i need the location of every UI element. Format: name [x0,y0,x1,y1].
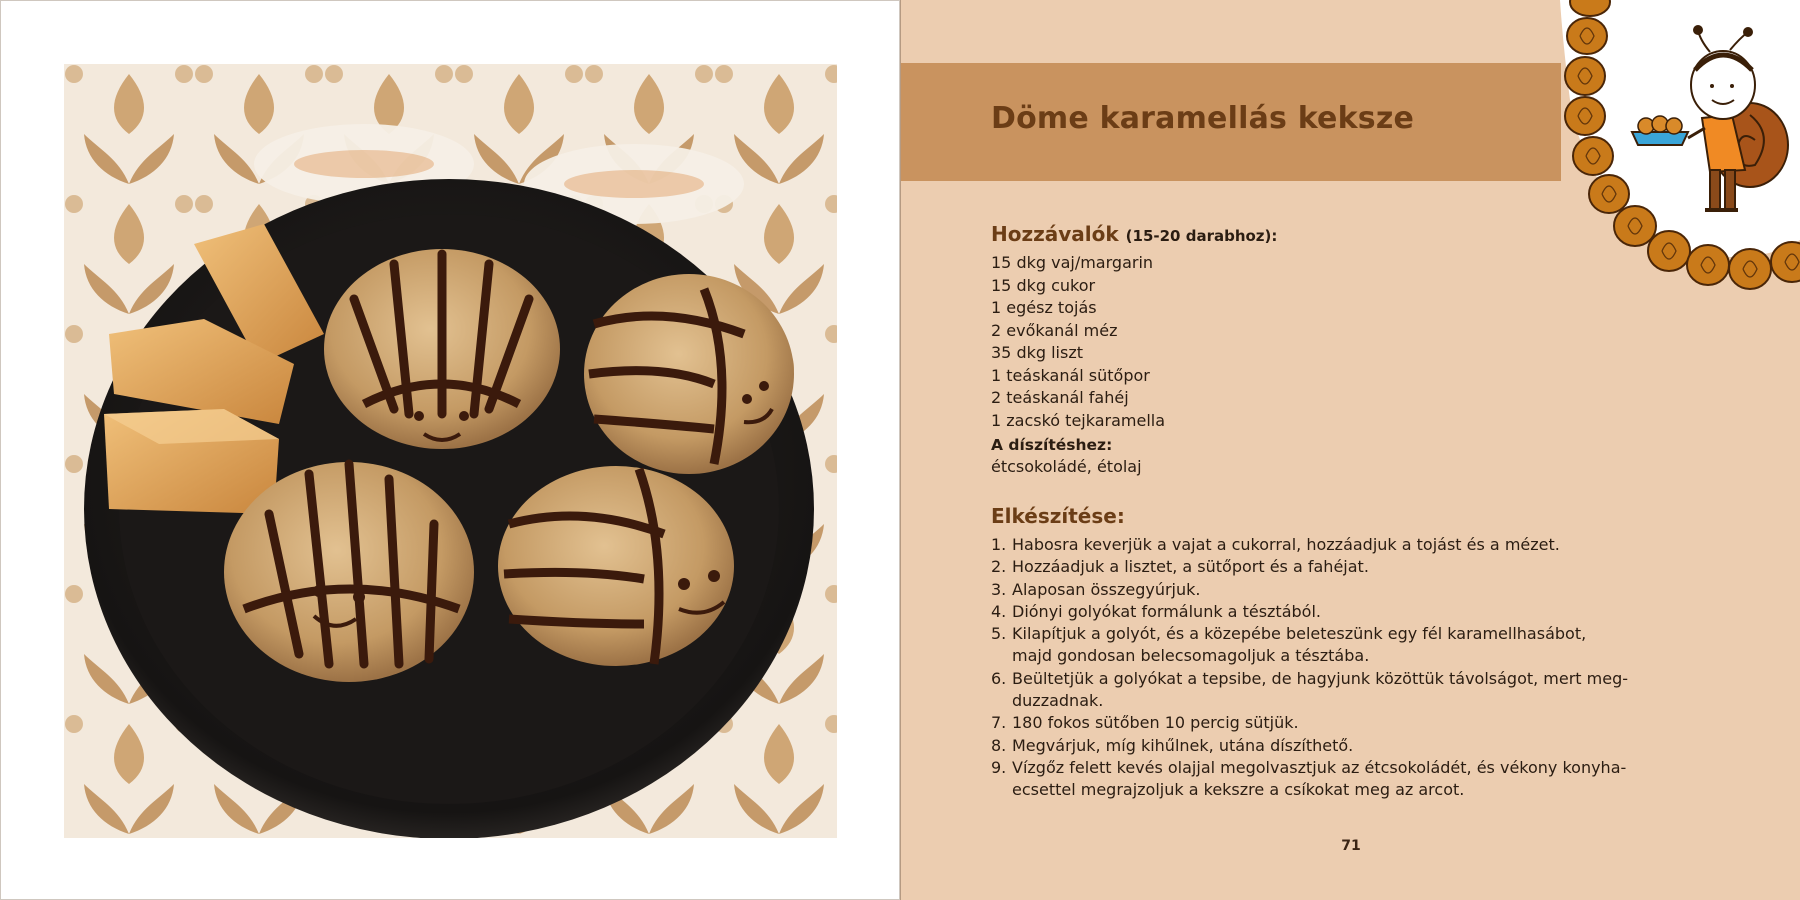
cookie-photo [64,64,837,838]
preparation-steps [991,534,1711,802]
step-number: 9. [991,757,1007,777]
cookie-4 [498,466,734,666]
ingredient-item: 35 dkg liszt [991,343,1084,362]
right-page [900,0,1800,900]
step-item [991,534,1711,556]
step-text: Kilapítjuk a golyót, és a közepébe beleteszünk egy fél karamellhasábot, majd gondosan belecsomagoljuk a tésztába. [1012,624,1587,666]
step-number: 2. [991,557,1007,577]
step-number: 5. [991,624,1007,644]
step-text: Habosra keverjük a vajat a cukorral, hozzáadjuk a tojást és a mézet. [1012,535,1560,554]
ingredients-portion-note: (15-20 darabhoz): [1125,227,1278,245]
step-number: 7. [991,713,1007,733]
recipe-title: Döme karamellás keksze [991,101,1415,136]
step-text: Hozzáadjuk a lisztet, a sütőport és a fahéjat. [1012,557,1369,577]
step-item [991,668,1711,713]
step-item [991,623,1711,668]
cookie-1 [324,249,560,449]
step-item [991,601,1711,623]
ingredient-item: 1 teáskanál sütőpor [991,365,1150,385]
page-number: 71 [1341,838,1361,854]
cookie-3 [224,462,474,682]
step-text: Alaposan összegyúrjuk. [1012,579,1201,599]
step-item [991,556,1711,578]
ingredients-heading [991,222,1711,246]
step-number: 4. [991,601,1007,621]
step-text: Beültetjük a golyókat a tepsibe, de hagyjunk közöttük távolságot, mert meg- duzzadnak. [1012,668,1629,711]
decoration-ingredients: étcsokoládé, étolaj [991,457,1142,476]
step-item [991,735,1711,757]
ingredient-item: 1 zacskó tejkaramella [991,410,1166,430]
step-text: 180 fokos sütőben 10 percig sütjük. [1012,713,1299,733]
ingredient-item: 2 teáskanál fahéj [991,388,1129,407]
ingredient-item: 15 dkg vaj/margarin [991,253,1154,272]
decoration-heading: A díszítéshez: [991,436,1113,454]
step-number: 8. [991,735,1007,755]
recipe-content [991,222,1711,802]
step-item [991,579,1711,601]
ingredient-item: 15 dkg cukor [991,275,1096,295]
step-number: 6. [991,668,1007,688]
ingredient-item: 1 egész tojás [991,298,1097,317]
step-item [991,712,1711,734]
ingredients-list [991,252,1711,432]
preparation-heading: Elkészítése: [991,504,1125,528]
step-text: Megvárjuk, míg kihűlnek, utána díszíthető. [1012,735,1354,755]
cookie-2 [584,274,794,474]
ingredient-item: 2 evőkanál méz [991,320,1118,340]
step-number: 3. [991,579,1007,599]
step-item [991,757,1711,802]
step-text: Diónyi golyókat formálunk a tésztából. [1012,601,1321,621]
step-number: 1. [991,535,1007,554]
title-band [901,63,1561,181]
step-text: Vízgőz felett kevés olajjal megolvasztjuk az étcsokoládét, és vékony konyha- ecsettel megrajzoljuk a kekszre a csíkokat meg az arcot. [1012,757,1627,800]
ingredients-heading-text: Hozzávalók [991,222,1119,246]
